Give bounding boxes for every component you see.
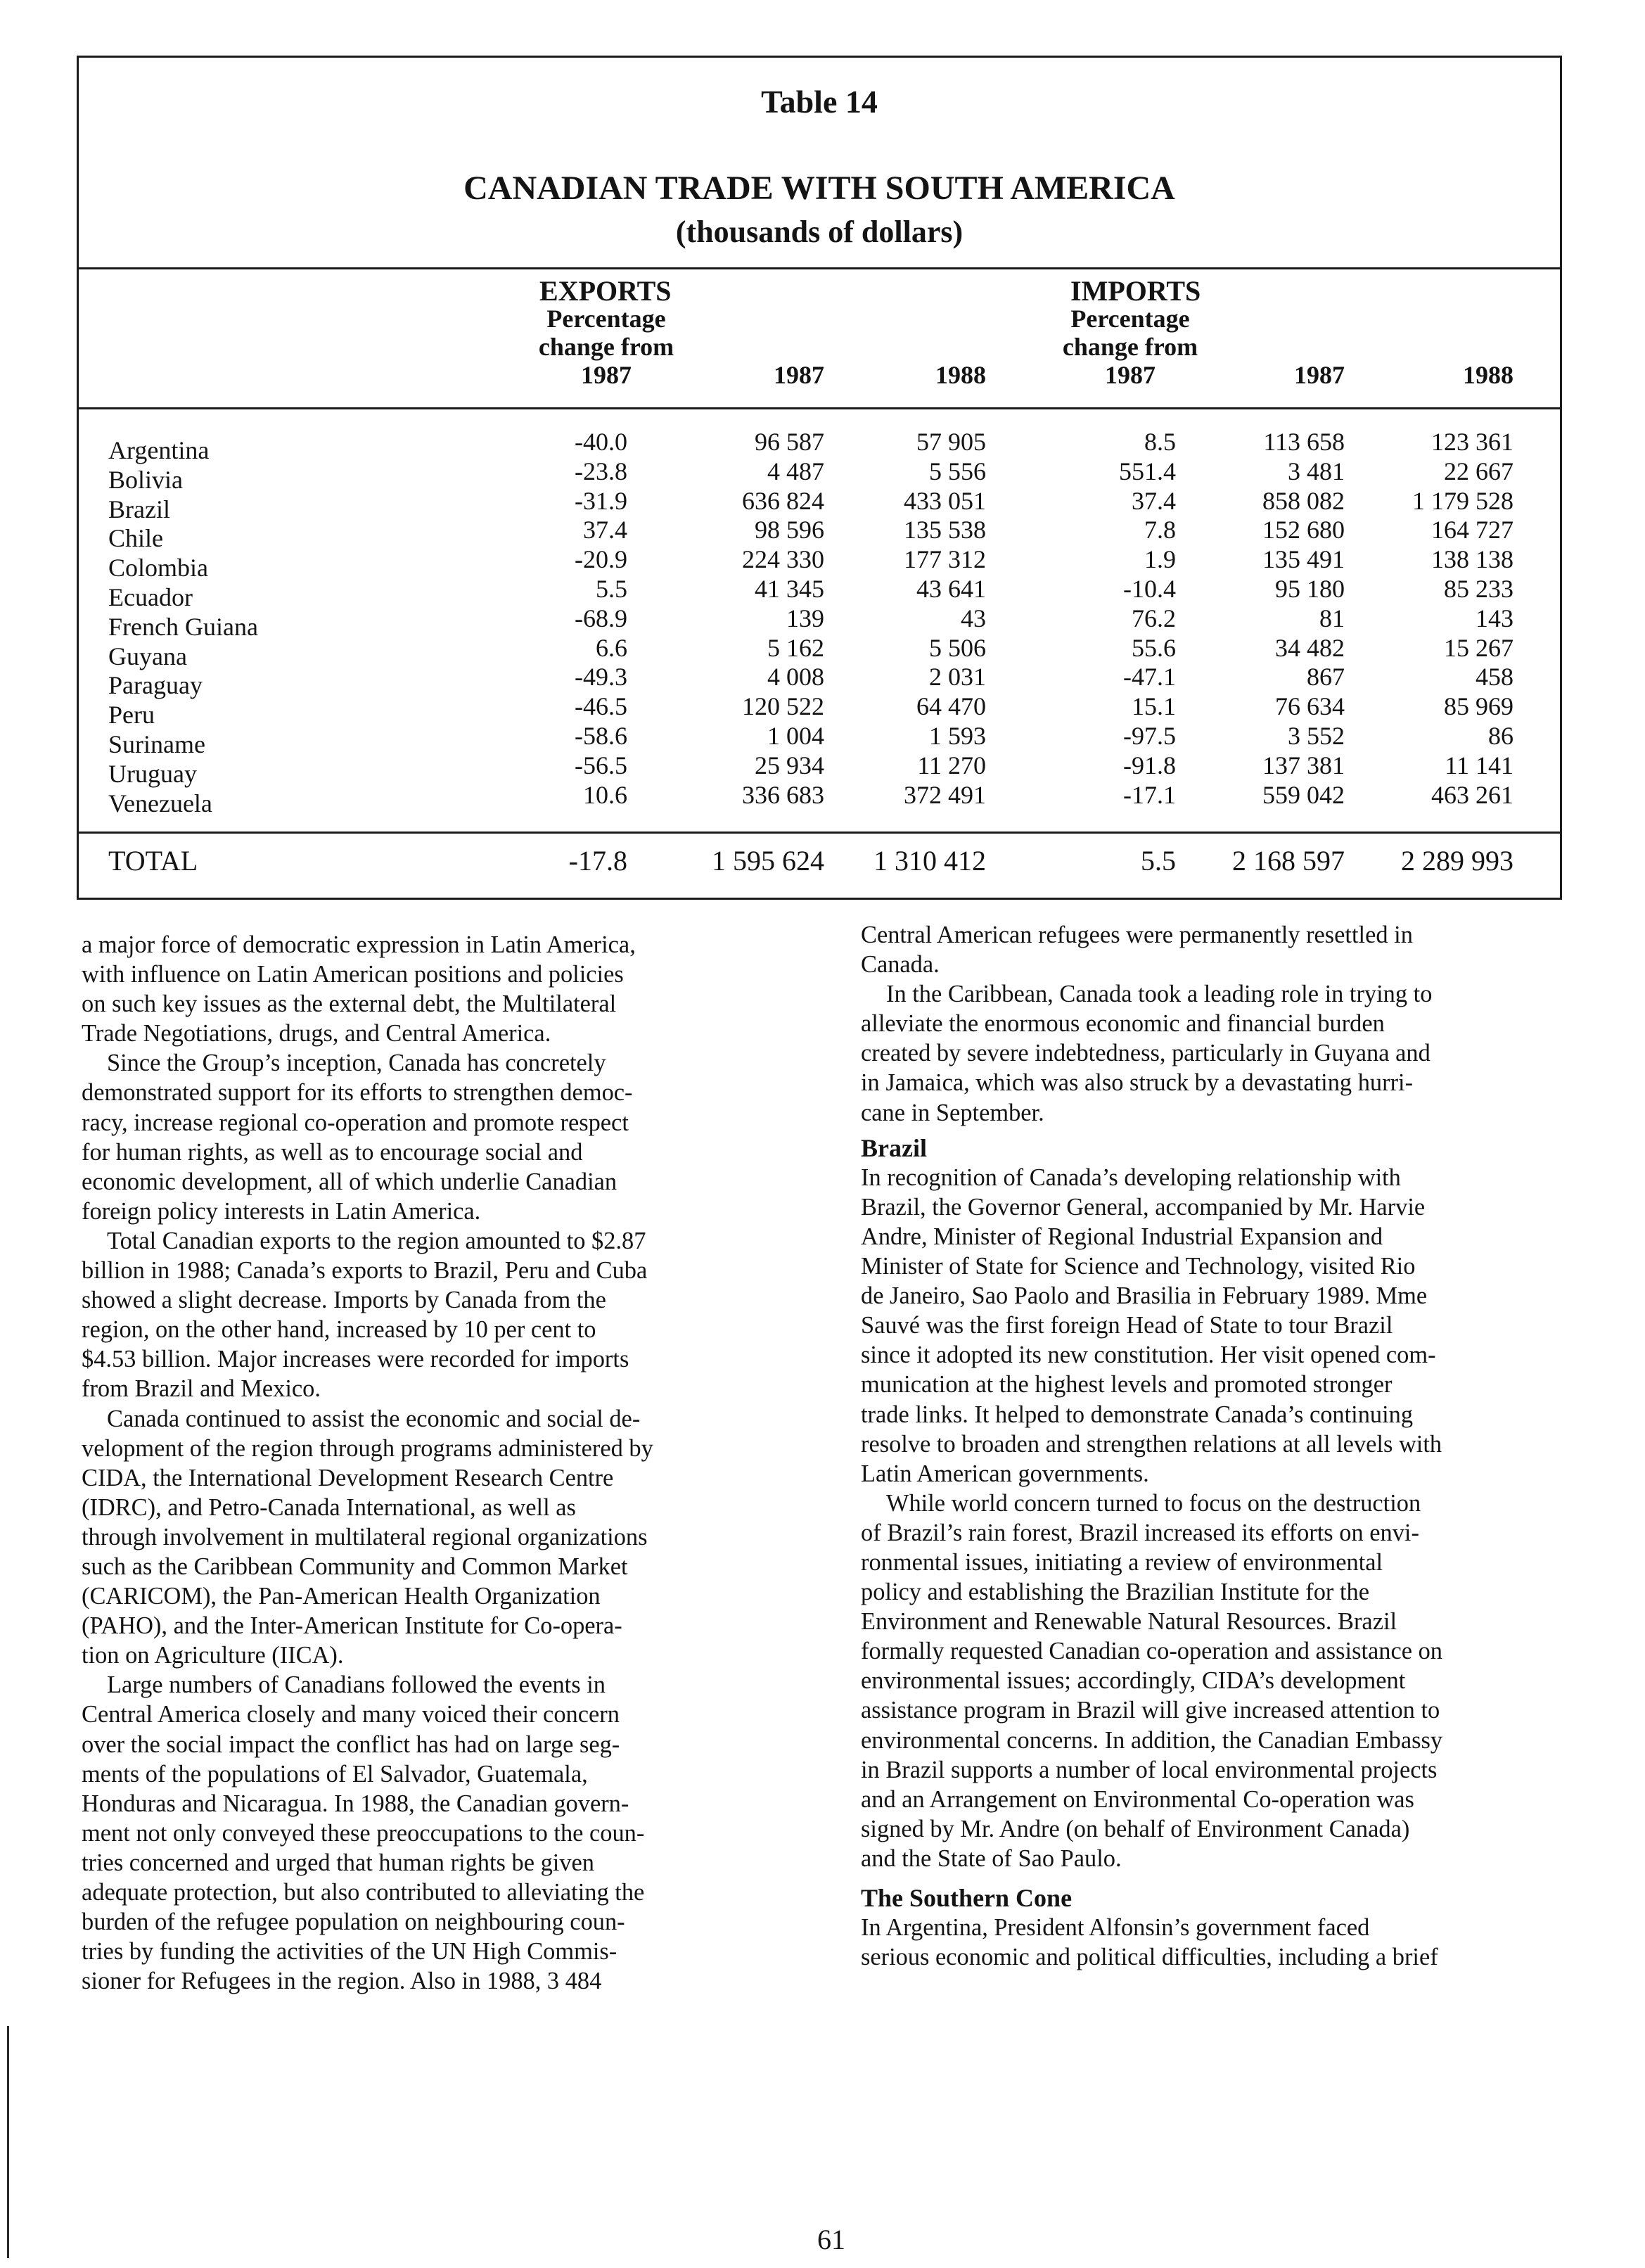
table-cell: -17.1	[1123, 780, 1176, 809]
header-line: change from	[538, 333, 674, 361]
section-heading-southern-cone: The Southern Cone	[861, 1884, 1073, 1912]
text-line: Andre, Minister of Regional Industrial Expansion and	[861, 1223, 1383, 1250]
imports-1988-header: 1988	[1463, 361, 1513, 389]
table-cell: -58.6	[575, 722, 627, 750]
text-line: assistance program in Brazil will give increased attention to	[861, 1697, 1440, 1724]
text-line: on such key issues as the external debt, the Multilateral	[82, 990, 617, 1018]
table-cell: 25 934	[755, 751, 824, 779]
table-cell: 164 727	[1431, 516, 1513, 544]
table-cell: 177 312	[904, 545, 986, 574]
header-line: 1987	[1105, 361, 1156, 389]
header-line: change from	[1062, 333, 1198, 361]
table-cell: 5.5	[596, 575, 627, 603]
text-line: in Brazil supports a number of local environmental projects	[861, 1756, 1438, 1783]
text-line: velopment of the region through programs administered by	[82, 1434, 653, 1462]
table-cell: 41 345	[755, 575, 824, 603]
text-line: sioner for Refugees in the region. Also in 1988, 3 484	[82, 1968, 602, 1995]
text-line: Sauvé was the first foreign Head of State to tour Brazil	[861, 1312, 1393, 1339]
table-cell: 4 008	[767, 663, 824, 692]
paragraph	[861, 920, 1571, 979]
text-line: billion in 1988; Canada’s exports to Brazil, Peru and Cuba	[82, 1257, 648, 1285]
table-cell: 123 361	[1431, 428, 1513, 456]
table-cell: 113 658	[1263, 428, 1345, 456]
text-line: resolve to broaden and strengthen relations at all levels with	[861, 1430, 1442, 1458]
table-cell: 76 634	[1275, 692, 1345, 721]
table-cell: 43	[961, 604, 986, 632]
text-line: cane in September.	[861, 1099, 1044, 1126]
text-line: Canada continued to assist the economic and social de-	[107, 1405, 641, 1432]
table-cell: 143	[1476, 604, 1513, 632]
table-cell: 1 179 528	[1412, 486, 1513, 515]
text-line: Central America closely and many voiced their concern	[82, 1701, 620, 1728]
text-line: economic development, all of which underlie Canadian	[82, 1168, 617, 1195]
table-cell: 15 267	[1444, 633, 1513, 662]
total-ex-pct: -17.8	[568, 845, 627, 877]
table-cell: 372 491	[904, 780, 986, 809]
text-line: of Brazil’s rain forest, Brazil increased its efforts on envi-	[861, 1519, 1419, 1546]
table-cell: 7.8	[1144, 516, 1176, 544]
table-cell: 15.1	[1132, 692, 1176, 721]
text-line: such as the Caribbean Community and Common Market	[82, 1553, 628, 1580]
total-ex-1988: 1 310 412	[873, 845, 986, 877]
table-cell: 11 270	[917, 751, 986, 779]
text-line: alleviate the enormous economic and financial burden	[861, 1010, 1385, 1038]
table-cell: 43 641	[916, 575, 986, 603]
text-line: $4.53 billion. Major increases were recorded for imports	[82, 1346, 629, 1373]
table-divider	[79, 407, 1560, 409]
table-divider	[79, 267, 1560, 269]
row-country: Chile	[108, 524, 163, 553]
text-line: Minister of State for Science and Technology, visited Rio	[861, 1253, 1416, 1280]
table-cell: -49.3	[575, 663, 627, 692]
text-line: (PAHO), and the Inter-American Institute for Co-opera-	[82, 1612, 622, 1640]
table-cell: 85 233	[1444, 575, 1513, 603]
text-line: trade links. It helped to demonstrate Canada’s continuing	[861, 1401, 1414, 1428]
text-line: and the State of Sao Paulo.	[861, 1845, 1122, 1872]
table-cell: 5 556	[929, 457, 986, 485]
table-cell: 86	[1488, 722, 1513, 750]
left-text-column	[82, 930, 785, 1996]
table-cell: 1 593	[929, 722, 986, 750]
total-label: TOTAL	[108, 845, 198, 877]
table-cell: 34 482	[1275, 633, 1345, 662]
table-cell: -97.5	[1123, 722, 1176, 750]
text-line: (CARICOM), the Pan-American Health Organization	[82, 1583, 601, 1610]
text-line: region, on the other hand, increased by 10 per cent to	[82, 1316, 596, 1344]
text-line: a major force of democratic expression in Latin America,	[82, 931, 636, 958]
text-line: Large numbers of Canadians followed the events in	[107, 1671, 606, 1699]
exports-1987-header: 1987	[774, 361, 824, 389]
text-line: adequate protection, but also contributed to alleviating the	[82, 1879, 645, 1906]
table-cell: 636 824	[742, 486, 824, 515]
text-line: created by severe indebtedness, particularly in Guyana and	[861, 1040, 1430, 1067]
table-cell: 152 680	[1262, 516, 1345, 544]
table-cell: 135 538	[904, 516, 986, 544]
row-country: Bolivia	[108, 465, 183, 494]
imports-pct-header	[1046, 305, 1215, 389]
table-cell: 55.6	[1132, 633, 1176, 662]
table-cell: 5 162	[767, 633, 824, 662]
table-cell: -10.4	[1123, 575, 1176, 603]
text-line: demonstrated support for its efforts to strengthen democ-	[82, 1079, 633, 1107]
trade-table	[77, 56, 1562, 900]
text-line: over the social impact the conflict has had on large seg-	[82, 1731, 620, 1758]
table-cell: 1.9	[1144, 545, 1176, 574]
paragraph	[82, 1670, 785, 1996]
table-cell: 4 487	[767, 457, 824, 485]
table-cell: 137 381	[1262, 751, 1345, 779]
table-cell: -40.0	[575, 428, 627, 456]
table-cell: 559 042	[1262, 780, 1345, 809]
table-cell: 98 596	[755, 516, 824, 544]
text-line: signed by Mr. Andre (on behalf of Environment Canada)	[861, 1815, 1410, 1842]
table-cell: 76.2	[1132, 604, 1176, 632]
text-line: foreign policy interests in Latin America.	[82, 1197, 481, 1225]
exports-pct-header	[522, 305, 691, 389]
table-cell: 64 470	[916, 692, 986, 721]
text-line: Brazil, the Governor General, accompanied by Mr. Harvie	[861, 1193, 1426, 1221]
table-cell: 433 051	[904, 486, 986, 515]
total-im-1988: 2 289 993	[1401, 845, 1513, 877]
text-line: with influence on Latin American positions and policies	[82, 961, 624, 988]
row-country: Guyana	[108, 642, 187, 670]
row-country: Peru	[108, 701, 155, 730]
table-cell: 463 261	[1431, 780, 1513, 809]
table-cell: 37.4	[583, 516, 627, 544]
header-line: Percentage	[546, 305, 666, 333]
table-cell: 139	[786, 604, 824, 632]
text-line: tries concerned and urged that human rights be given	[82, 1849, 594, 1876]
row-country: Paraguay	[108, 671, 203, 700]
paragraph	[82, 930, 785, 1048]
text-line: racy, increase regional co-operation and promote respect	[82, 1109, 629, 1136]
text-line: environmental issues; accordingly, CIDA’s development	[861, 1667, 1406, 1695]
text-line: for human rights, as well as to encourage social and	[82, 1138, 583, 1166]
table-cell: -56.5	[575, 751, 627, 779]
text-line: serious economic and political difficulties, including a brief	[861, 1944, 1438, 1971]
text-line: In the Caribbean, Canada took a leading role in trying to	[886, 981, 1433, 1008]
table-label: Table 14	[761, 84, 878, 120]
text-line: Since the Group’s inception, Canada has concretely	[107, 1050, 606, 1077]
row-country: Colombia	[108, 554, 208, 582]
row-country: Uruguay	[108, 759, 197, 788]
table-cell: 22 667	[1444, 457, 1513, 485]
table-heading: CANADIAN TRADE WITH SOUTH AMERICA	[463, 170, 1175, 207]
text-line: burden of the refugee population on neighbouring coun-	[82, 1909, 625, 1936]
table-cell: -46.5	[575, 692, 627, 721]
text-line: Environment and Renewable Natural Resources. Brazil	[861, 1608, 1397, 1636]
table-cell: 867	[1307, 663, 1345, 692]
row-country: Suriname	[108, 730, 205, 758]
text-line: environmental concerns. In addition, the Canadian Embassy	[861, 1726, 1443, 1754]
header-line: 1987	[581, 361, 632, 389]
table-units: (thousands of dollars)	[675, 215, 964, 249]
table-cell: 5 506	[929, 633, 986, 662]
table-cell: 37.4	[1132, 486, 1176, 515]
table-cell: -20.9	[575, 545, 627, 574]
table-cell: 224 330	[742, 545, 824, 574]
table-cell: -47.1	[1123, 663, 1176, 692]
paragraph	[861, 1163, 1571, 1489]
text-line: policy and establishing the Brazilian Institute for the	[861, 1579, 1369, 1606]
row-country: Ecuador	[108, 583, 193, 611]
paragraph	[861, 979, 1571, 1127]
table-cell: 10.6	[583, 780, 627, 809]
row-country: Argentina	[108, 436, 210, 464]
scan-edge-mark	[7, 2026, 9, 2258]
table-cell: 6.6	[596, 633, 627, 662]
section-heading-brazil: Brazil	[861, 1133, 927, 1162]
imports-group-header: IMPORTS	[1070, 275, 1201, 307]
text-line: showed a slight decrease. Imports by Canada from the	[82, 1287, 606, 1314]
table-cell: -91.8	[1123, 751, 1176, 779]
paragraph	[82, 1226, 785, 1404]
paragraph	[861, 1489, 1571, 1873]
table-cell: 95 180	[1275, 575, 1345, 603]
text-line: ments of the populations of El Salvador, Guatemala,	[82, 1760, 588, 1788]
text-line: Central American refugees were permanently resettled in	[861, 922, 1413, 948]
text-line: tion on Agriculture (IICA).	[82, 1642, 344, 1669]
total-im-1987: 2 168 597	[1232, 845, 1345, 877]
text-line: since it adopted its new constitution. Her visit opened com-	[861, 1342, 1436, 1369]
table-divider	[79, 832, 1560, 834]
table-cell: 3 552	[1288, 722, 1345, 750]
text-line: de Janeiro, Sao Paolo and Brasilia in February 1989. Mme	[861, 1282, 1428, 1310]
total-im-pct: 5.5	[1141, 845, 1176, 877]
exports-group-header: EXPORTS	[539, 275, 672, 307]
text-line: Latin American governments.	[861, 1460, 1149, 1487]
text-line: through involvement in multilateral regional organizations	[82, 1523, 648, 1550]
table-cell: 336 683	[742, 780, 824, 809]
text-line: In recognition of Canada’s developing relationship with	[861, 1164, 1401, 1191]
text-line: formally requested Canadian co-operation and assistance on	[861, 1638, 1442, 1665]
table-cell: 8.5	[1144, 428, 1176, 456]
table-cell: 458	[1476, 663, 1513, 692]
text-line: (IDRC), and Petro-Canada International, as well as	[82, 1493, 576, 1521]
text-line: Total Canadian exports to the region amounted to $2.87	[107, 1227, 646, 1254]
table-cell: 1 004	[767, 722, 824, 750]
imports-1987-header: 1987	[1294, 361, 1345, 389]
right-text-column	[861, 920, 1571, 1972]
table-cell: 138 138	[1431, 545, 1513, 574]
text-line: from Brazil and Mexico.	[82, 1375, 321, 1403]
table-cell: -23.8	[575, 457, 627, 485]
text-line: tries by funding the activities of the UN High Commis-	[82, 1938, 617, 1966]
text-line: In Argentina, President Alfonsin’s government faced	[861, 1914, 1370, 1942]
text-line: in Jamaica, which was also struck by a devastating hurri-	[861, 1069, 1414, 1097]
table-cell: 57 905	[916, 428, 986, 456]
paragraph	[82, 1048, 785, 1226]
text-line: and an Arrangement on Environmental Co-operation was	[861, 1785, 1414, 1813]
row-country: Venezuela	[108, 789, 212, 817]
page-number: 61	[817, 2224, 845, 2255]
header-line: Percentage	[1070, 305, 1190, 333]
row-country: French Guiana	[108, 612, 258, 641]
table-cell: -68.9	[575, 604, 627, 632]
row-country: Brazil	[108, 495, 170, 523]
table-cell: 120 522	[742, 692, 824, 721]
table-cell: 11 141	[1445, 751, 1513, 779]
paragraph	[861, 1913, 1571, 1972]
table-cell: 96 587	[755, 428, 824, 456]
table-cell: 85 969	[1444, 692, 1513, 721]
table-cell: -31.9	[575, 486, 627, 515]
total-ex-1987: 1 595 624	[712, 845, 824, 877]
table-cell: 858 082	[1262, 486, 1345, 515]
text-line: Honduras and Nicaragua. In 1988, the Canadian govern-	[82, 1790, 629, 1817]
text-line: ment not only conveyed these preoccupations to the coun-	[82, 1819, 645, 1847]
text-line: Canada.	[861, 951, 940, 979]
text-line: CIDA, the International Development Research Centre	[82, 1464, 614, 1491]
text-line: Trade Negotiations, drugs, and Central America.	[82, 1020, 551, 1047]
table-cell: 81	[1319, 604, 1345, 632]
text-line: munication at the highest levels and promoted stronger	[861, 1371, 1393, 1399]
table-cell: 3 481	[1288, 457, 1345, 485]
table-cell: 2 031	[929, 663, 986, 692]
text-line: ronmental issues, initiating a review of environmental	[861, 1548, 1383, 1576]
exports-1988-header: 1988	[935, 361, 986, 389]
table-cell: 135 491	[1262, 545, 1345, 574]
table-cell: 551.4	[1119, 457, 1176, 485]
paragraph	[82, 1404, 785, 1671]
text-line: While world concern turned to focus on the destruction	[886, 1489, 1421, 1517]
